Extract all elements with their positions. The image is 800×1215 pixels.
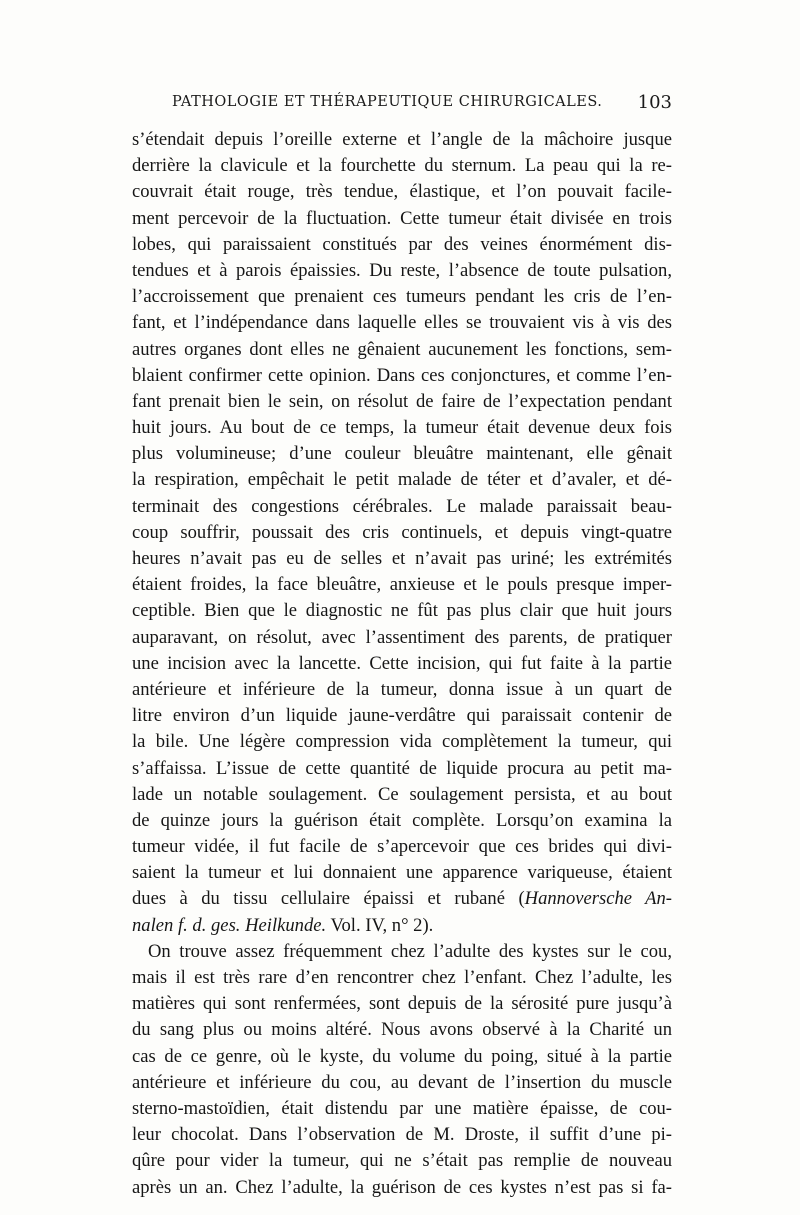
text-line: antérieure et inférieure du cou, au devant de l’insertion du muscle: [132, 1071, 672, 1093]
text-line: étaient froides, la face bleuâtre, anxieuse et le pouls presque imper-: [132, 574, 672, 596]
text-line: tumeur vidée, il fut facile de s’apercevoir que ces brides qui divi-: [132, 836, 672, 858]
text-line: du sang plus ou moins altéré. Nous avons observé à la Charité un: [132, 1019, 672, 1041]
text-line: s’affaissa. L’issue de cette quantité de liquide procura au petit ma-: [132, 757, 672, 779]
text-line: derrière la clavicule et la fourchette du sternum. La peau qui la re-: [132, 155, 672, 177]
text-line: saient la tumeur et lui donnaient une apparence variqueuse, étaient: [132, 862, 672, 884]
text-line: autres organes dont elles ne gênaient aucunement les fonctions, sem-: [132, 338, 672, 360]
text-line: sterno-mastoïdien, était distendu par une matière épaisse, de cou-: [132, 1097, 672, 1119]
citation-journal-1: Hannoversche An-: [524, 888, 673, 910]
text-line: fant prenait bien le sein, on résolut de faire de l’expectation pendant: [132, 390, 672, 412]
text-line: antérieure et inférieure de la tumeur, donna issue à un quart de: [132, 678, 672, 700]
citation-journal-2: nalen f. d. ges. Heilkunde.: [132, 914, 327, 936]
paragraph-1: [132, 127, 672, 939]
text-line: la bile. Une légère compression vida complètement la tumeur, qui: [132, 731, 672, 753]
text-line: blaient confirmer cette opinion. Dans ces conjonctures, et comme l’en-: [132, 364, 672, 386]
citation-line-end: [132, 913, 672, 939]
citation-line: [132, 886, 672, 912]
text-line: couvrait était rouge, très tendue, élastique, et l’on pouvait facile-: [132, 181, 672, 203]
text-line: qûre pour vider la tumeur, qui ne s’était pas remplie de nouveau: [132, 1150, 672, 1172]
text-line: plus volumineuse; d’une couleur bleuâtre maintenant, elle gênait: [132, 443, 672, 465]
text-line: matières qui sont renfermées, sont depuis de la sérosité pure jusqu’à: [132, 993, 672, 1015]
page-header: [128, 94, 676, 118]
text-line: leur chocolat. Dans l’observation de M. Droste, il suffit d’une pi-: [132, 1124, 672, 1146]
citation-volume: Vol. IV, n° 2).: [326, 914, 434, 936]
text-line: s’étendait depuis l’oreille externe et l’angle de la mâchoire jusque: [132, 129, 672, 150]
text-line: après un an. Chez l’adulte, la guérison de ces kystes n’est pas si fa-: [132, 1176, 672, 1198]
text-line: lobes, qui paraissaient constitués par des veines énormément dis-: [132, 233, 672, 255]
text-line: ceptible. Bien que le diagnostic ne fût pas plus clair que huit jours: [132, 600, 672, 622]
text-line: une incision avec la lancette. Cette incision, qui fut faite à la partie: [132, 652, 672, 674]
text-line: auparavant, on résolut, avec l’assentiment des parents, de pratiquer: [132, 626, 672, 648]
text-line: cas de ce genre, où le kyste, du volume du poing, situé à la partie: [132, 1045, 672, 1067]
text-line: l’accroissement que prenaient ces tumeurs pendant les cris de l’en-: [132, 286, 672, 308]
text-line: On trouve assez fréquemment chez l’adulte des kystes sur le cou,: [148, 940, 672, 962]
text-line: coup souffrir, poussait des cris continuels, et depuis vingt-quatre: [132, 521, 672, 543]
citation-lead: dues à du tissu cellulaire épaissi et rubané (: [132, 888, 525, 910]
text-line: mais il est très rare d’en rencontrer chez l’enfant. Chez l’adulte, les: [132, 967, 672, 988]
text-line: litre environ d’un liquide jaune-verdâtre qui paraissait contenir de: [132, 705, 672, 727]
text-line: ment percevoir de la fluctuation. Cette tumeur était divisée en trois: [132, 207, 672, 229]
paragraph-2: [132, 939, 672, 1201]
text-line: lade un notable soulagement. Ce soulagement persista, et au bout: [132, 783, 672, 805]
text-line: fant, et l’indépendance dans laquelle elles se trouvaient vis à vis des: [132, 312, 672, 334]
text-line: de quinze jours la guérison était complète. Lorsqu’on examina la: [132, 809, 672, 831]
text-line: tendues et à parois épaissies. Du reste, l’absence de toute pulsation,: [132, 259, 672, 281]
running-title: PATHOLOGIE ET THÉRAPEUTIQUE CHIRURGICALES.: [172, 94, 603, 110]
page-number: 103: [637, 92, 672, 113]
body-text: [132, 127, 672, 1201]
text-line: huit jours. Au bout de ce temps, la tumeur était devenue deux fois: [132, 417, 672, 439]
text-line: terminait des congestions cérébrales. Le malade paraissait beau-: [132, 495, 672, 517]
text-line: la respiration, empêchait le petit malade de téter et d’avaler, et dé-: [132, 469, 672, 491]
text-line: heures n’avait pas eu de selles et n’avait pas uriné; les extrémités: [132, 548, 672, 569]
